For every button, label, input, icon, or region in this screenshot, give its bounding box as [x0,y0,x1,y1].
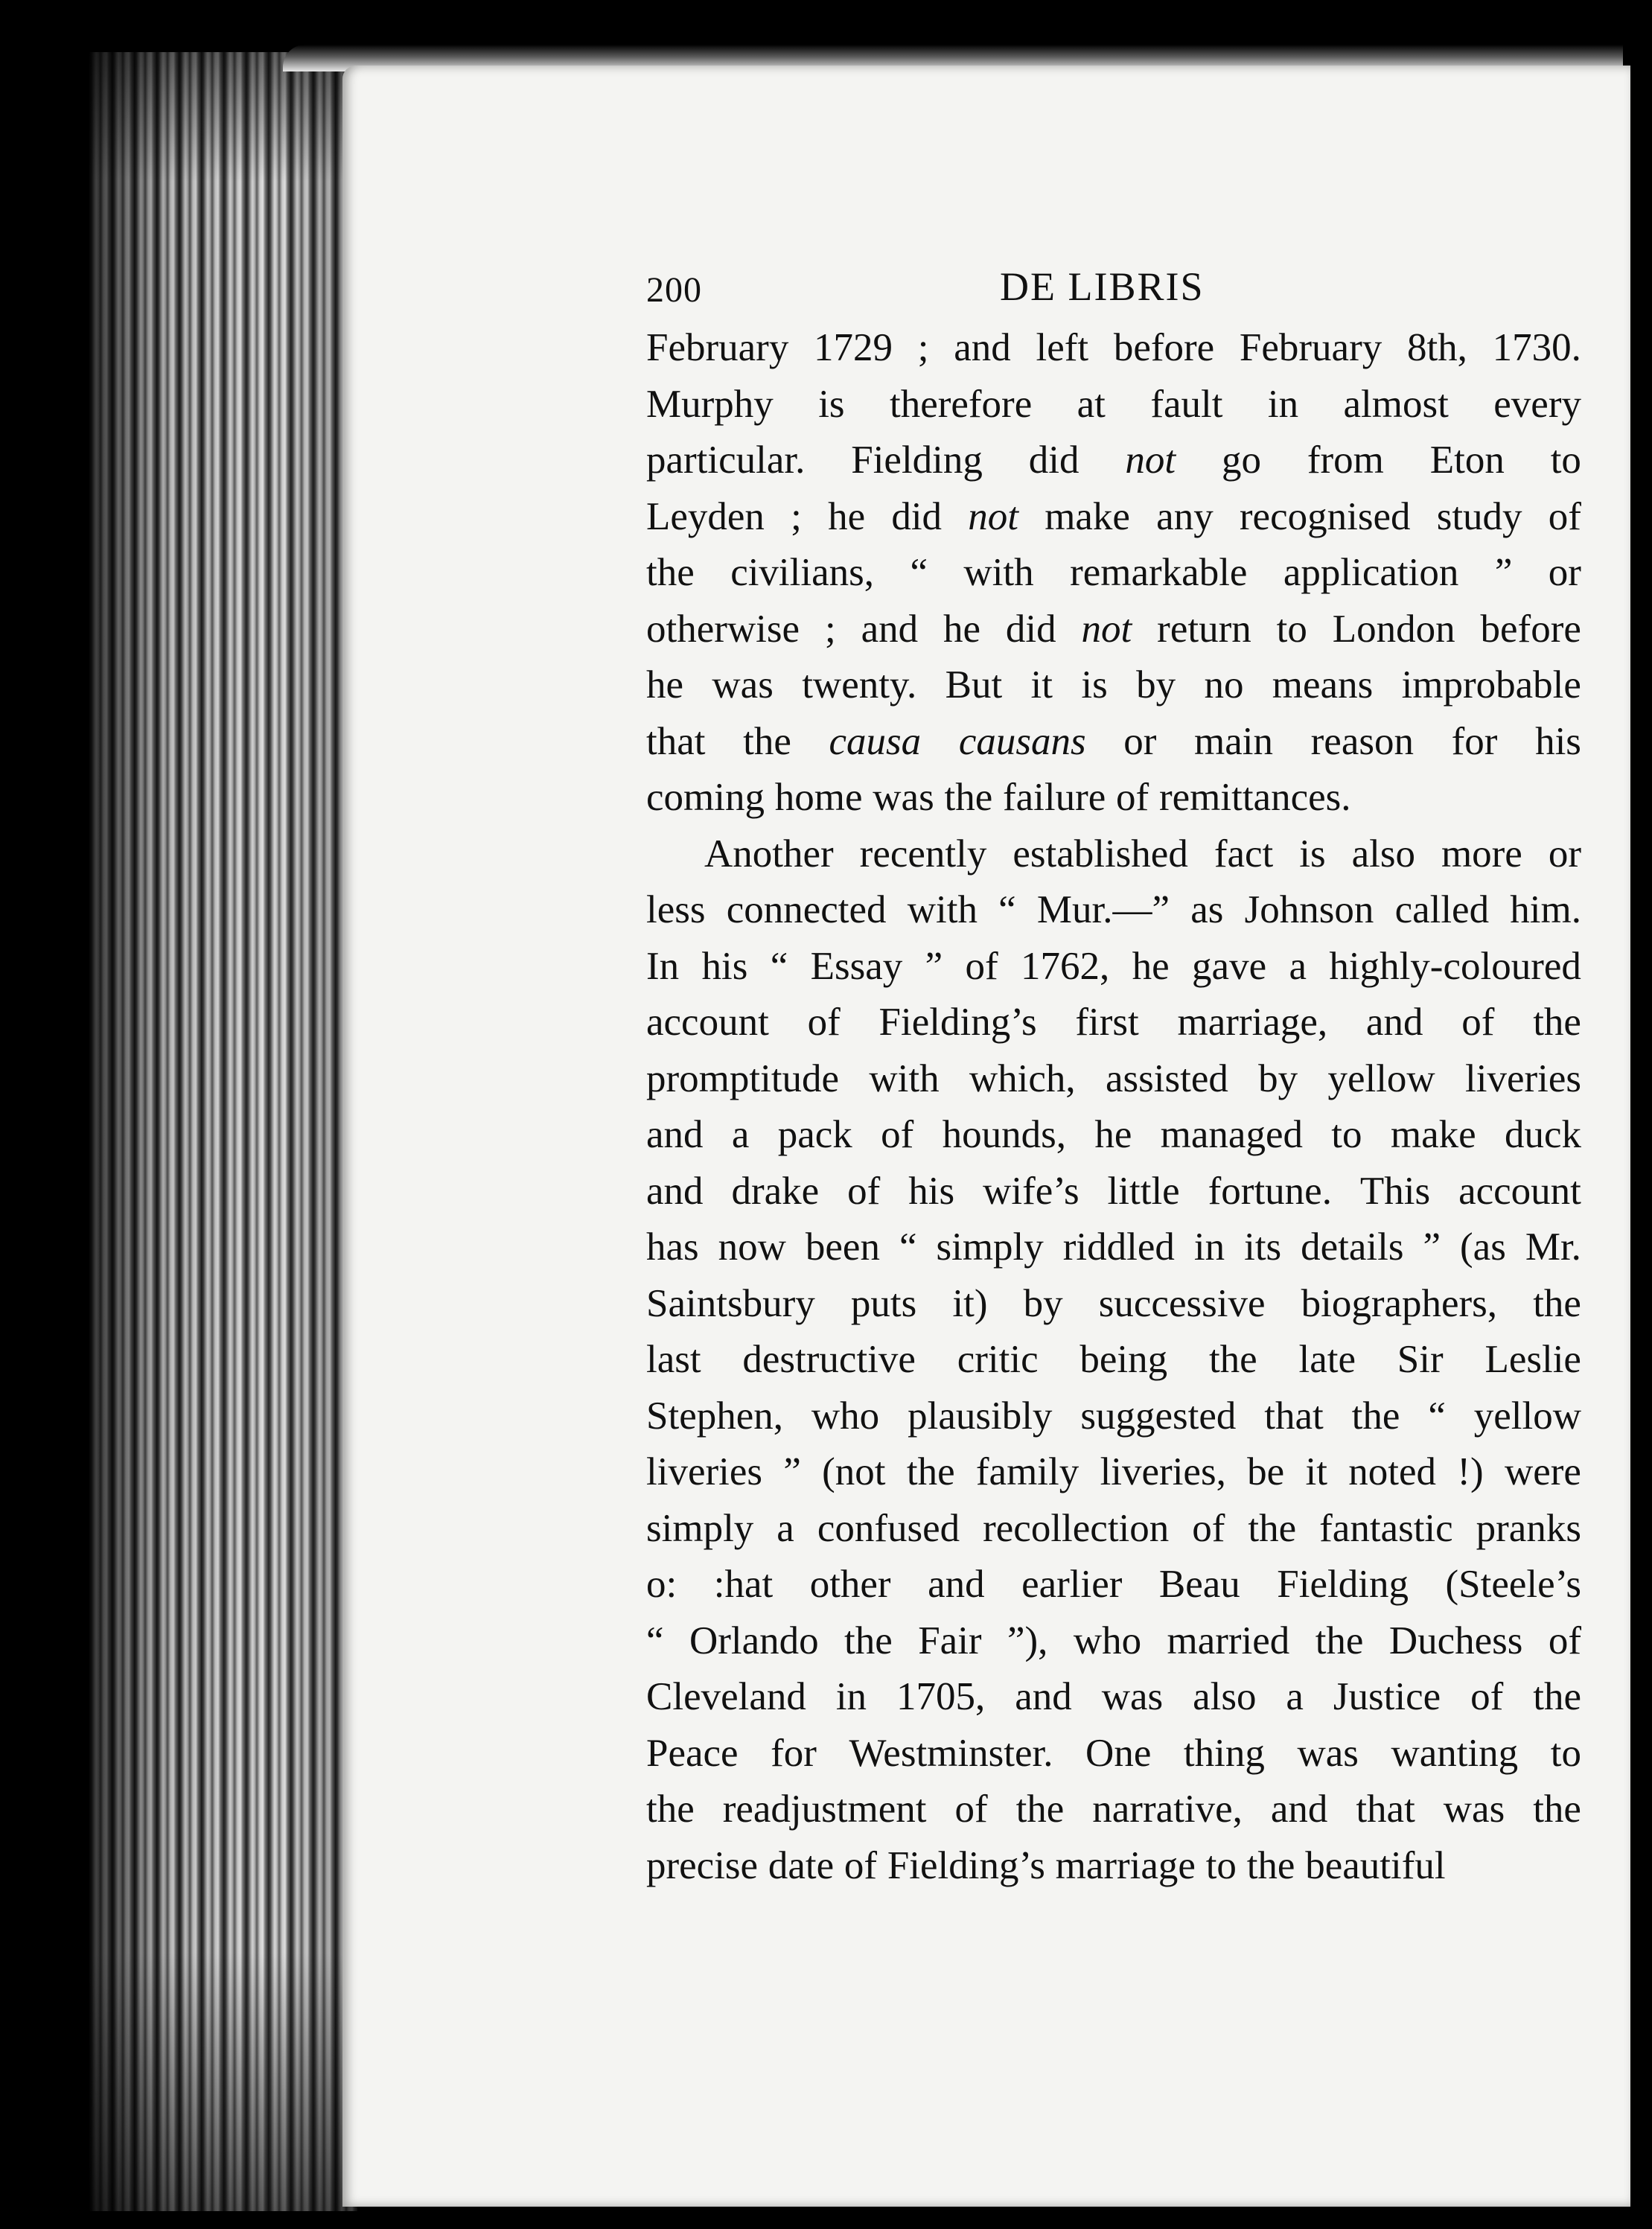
text-line: and a pack of hounds, he managed to make duck [646,1113,1581,1156]
text-line: the civilians, “ with remarkable application ” or [646,551,1581,594]
paragraph [646,320,1581,826]
text-line: o: :hat other and earlier Beau Fielding (Steele’s [646,1563,1581,1606]
text-line: less connected with “ Mur.—” as Johnson called him. [646,888,1581,931]
text-line: “ Orlando the Fair ”), who married the Duchess of [646,1619,1581,1662]
text-line: has now been “ simply riddled in its details ” (as Mr. [646,1225,1581,1269]
text-line: and drake of his wife’s little fortune. This account [646,1169,1581,1213]
text-line: February 1729 ; and left before February 8th, 1730. [646,326,1581,369]
text-line: precise date of Fielding’s marriage to the beautiful [646,1843,1446,1887]
text-line: Leyden ; he did not make any recognised study of [646,494,1581,538]
book-page-edges [89,52,357,2211]
text-line: Peace for Westminster. One thing was wanting to [646,1731,1581,1775]
text-line: last destructive critic being the late Sir Leslie [646,1338,1581,1381]
page-header [646,261,1581,320]
text-line: Another recently established fact is also more or [704,832,1581,876]
text-line: promptitude with which, assisted by yellow liveries [646,1056,1581,1100]
body-text [646,320,1581,1894]
page-number: 200 [646,270,702,310]
text-line: otherwise ; and he did not return to London before [646,607,1581,651]
paragraph [646,826,1581,1895]
text-line: Cleveland in 1705, and was also a Justice of the [646,1675,1581,1718]
page-text-block [646,261,1581,1894]
text-line: simply a confused recollection of the fantastic pranks [646,1506,1581,1550]
text-line: Saintsbury puts it) by successive biographers, the [646,1281,1581,1325]
text-line: the readjustment of the narrative, and that was the [646,1788,1581,1831]
text-line: that the causa causans or main reason for his [646,719,1581,763]
text-line: coming home was the failure of remittances. [646,776,1351,819]
text-line: he was twenty. But it is by no means improbable [646,663,1581,707]
text-line: liveries ” (not the family liveries, be it noted !) were [646,1450,1581,1493]
text-line: account of Fielding’s first marriage, and of the [646,1001,1581,1044]
running-head: DE LIBRIS [1000,264,1205,309]
text-line: particular. Fielding did not go from Eton to [646,439,1581,482]
text-line: Stephen, who plausibly suggested that the “ yellow [646,1394,1581,1438]
text-line: Murphy is therefore at fault in almost every [646,382,1581,426]
text-line: In his “ Essay ” of 1762, he gave a highly-coloured [646,944,1581,988]
